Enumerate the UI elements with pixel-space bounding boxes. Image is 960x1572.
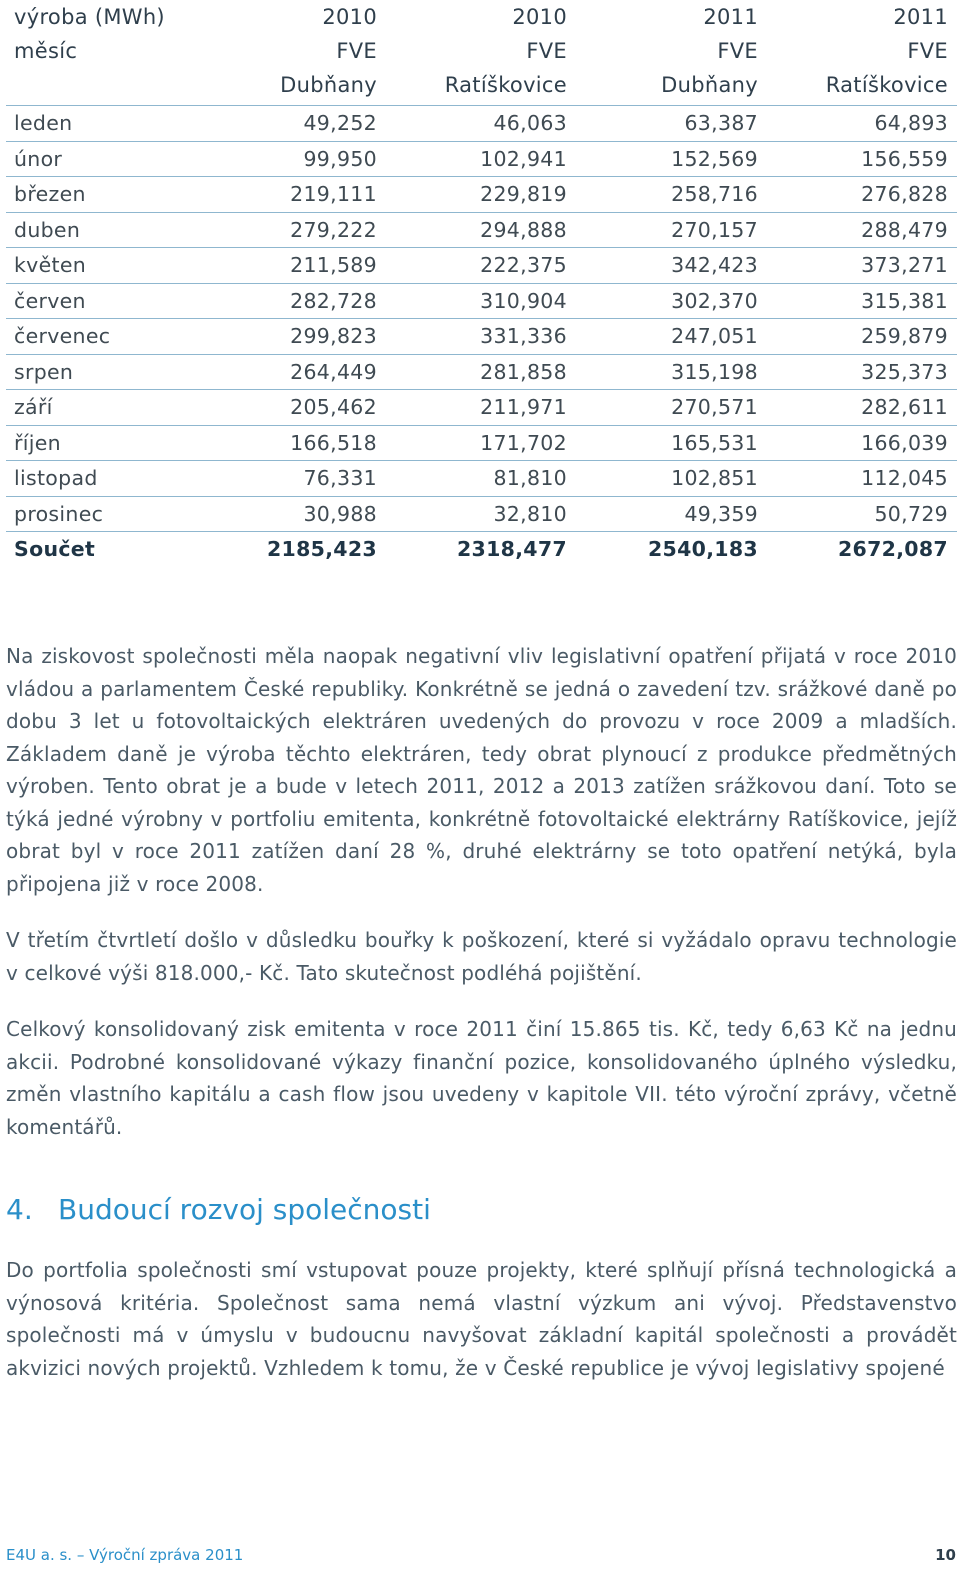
value-cell: 258,716 (671, 182, 758, 206)
value-cell: 46,063 (493, 111, 567, 135)
footer-publication: E4U a. s. – Výroční zpráva 2011 (6, 1546, 244, 1564)
month-cell: duben (14, 217, 81, 242)
value-cell: 81,810 (493, 466, 567, 490)
month-cell: březen (14, 182, 86, 206)
header-plant: Dubňany (661, 73, 758, 97)
value-cell: 270,571 (671, 395, 758, 419)
month-cell: listopad (14, 466, 98, 490)
value-cell: 112,045 (861, 466, 948, 490)
value-cell: 30,988 (303, 501, 377, 526)
value-cell: 152,569 (671, 146, 758, 171)
value-cell: 282,611 (861, 395, 948, 419)
value-cell: 282,728 (290, 288, 377, 313)
paragraph-storm-damage: V třetím čtvrtletí došlo v důsledku bouřky k poškození, které si vyžádalo opravu technologie v celkové výši 818.000,- Kč. Tato skutečnost podléhá pojištění. (6, 928, 957, 985)
header-year: 2010 (512, 5, 567, 29)
month-cell: září (14, 395, 53, 419)
value-cell: 259,879 (861, 324, 948, 348)
value-cell: 279,222 (290, 217, 377, 242)
value-cell: 325,373 (861, 359, 948, 384)
value-cell: 276,828 (861, 182, 948, 206)
paragraph-future-development: Do portfolia společnosti smí vstupovat pouze projekty, které splňují přísná technologická a výnosová kritéria. Společnost sama nemá vlastní výzkum ani vývoj. Představenstvo společnosti má v úmyslu v budoucnu navyšovat základní kapitál společnosti a provádět akvizici nových projektů. Vzhledem k tomu, že v České republice je vývoj legislativy spojené (6, 1258, 957, 1380)
value-cell: 211,971 (480, 395, 567, 419)
month-cell: květen (14, 253, 87, 277)
value-cell: 102,941 (480, 146, 567, 171)
value-cell: 299,823 (290, 324, 377, 348)
paragraph-consolidated-profit: Celkový konsolidovaný zisk emitenta v roce 2011 činí 15.865 tis. Kč, tedy 6,63 Kč na jednu akcii. Podrobné konsolidované výkazy finanční pozice, konsolidovaného úplného výsledku, změn vlastního kapitálu a cash flow jsou uvedeny v kapitole VII. této výroční zprávy, včetně komentářů. (6, 1017, 957, 1139)
header-type: FVE (336, 39, 377, 63)
month-cell: červen (14, 288, 86, 313)
header-type: FVE (907, 39, 948, 63)
header-type: FVE (717, 39, 758, 63)
value-cell: 64,893 (874, 111, 948, 135)
value-cell: 247,051 (671, 324, 758, 348)
total-value: 2540,183 (647, 537, 758, 561)
table-row (6, 177, 957, 213)
table-row (6, 142, 957, 178)
header-plant: Dubňany (280, 73, 377, 97)
header-year: 2011 (893, 5, 948, 29)
month-cell: červenec (14, 324, 111, 348)
value-cell: 99,950 (303, 146, 377, 171)
value-cell: 166,039 (861, 430, 948, 455)
value-cell: 211,589 (290, 253, 377, 277)
section-heading (6, 1190, 431, 1230)
value-cell: 76,331 (303, 466, 377, 490)
value-cell: 102,851 (671, 466, 758, 490)
header-plant: Ratíškovice (444, 73, 567, 97)
value-cell: 229,819 (480, 182, 567, 206)
table-row (6, 390, 957, 426)
header-label-month: měsíc (14, 39, 78, 63)
value-cell: 205,462 (290, 395, 377, 419)
header-type: FVE (526, 39, 567, 63)
table-header-row (6, 0, 957, 106)
header-label-production: výroba (MWh) (14, 5, 165, 29)
total-value: 2672,087 (837, 537, 948, 561)
header-year: 2010 (322, 5, 377, 29)
value-cell: 373,271 (861, 253, 948, 277)
header-col-2010-ratiskovice (445, 0, 567, 102)
table-row (6, 461, 957, 497)
value-cell: 49,252 (303, 111, 377, 135)
value-cell: 219,111 (290, 182, 377, 206)
section-title: Budoucí rozvoj společnosti (58, 1193, 431, 1226)
table-row (6, 426, 957, 462)
table-row (6, 106, 957, 142)
table-total-row (6, 532, 957, 568)
header-plant: Ratíškovice (825, 73, 948, 97)
value-cell: 281,858 (480, 359, 567, 384)
value-cell: 222,375 (480, 253, 567, 277)
value-cell: 156,559 (861, 146, 948, 171)
value-cell: 315,381 (861, 288, 948, 313)
value-cell: 288,479 (861, 217, 948, 242)
value-cell: 166,518 (290, 430, 377, 455)
value-cell: 331,336 (480, 324, 567, 348)
value-cell: 49,359 (684, 501, 758, 526)
month-cell: leden (14, 111, 73, 135)
value-cell: 302,370 (671, 288, 758, 313)
header-col-2010-dubnany (280, 0, 377, 102)
value-cell: 310,904 (480, 288, 567, 313)
table-row (6, 213, 957, 249)
value-cell: 63,387 (684, 111, 758, 135)
table-row (6, 284, 957, 320)
month-cell: říjen (14, 430, 61, 455)
table-row (6, 497, 957, 533)
header-col-2011-ratiskovice (826, 0, 948, 102)
value-cell: 270,157 (671, 217, 758, 242)
table-row (6, 248, 957, 284)
value-cell: 32,810 (493, 501, 567, 526)
month-cell: únor (14, 146, 63, 171)
production-table (6, 0, 957, 568)
paragraph-tax-impact: Na ziskovost společnosti měla naopak negativní vliv legislativní opatření přijatá v roce 2010 vládou a parlamentem České republiky. Konkrétně se jedná o zavedení tzv. srážkové daně po dobu 3 let u fotovoltaických elektráren uvedených do provozu v roce 2009 a mladších. Základem daně je výroba těchto elektráren, tedy obrat plynoucí z produkce předmětných výroben. Tento obrat je a bude v letech 2011, 2012 a 2013 zatížen srážkovou daní. Toto se týká jedné výrobny v portfoliu emitenta, konkrétně fotovoltaické elektrárny Ratíškovice, jejíž obrat byl v roce 2011 zatížen daní 28 %, druhé elektrárny se toto opatření netýká, byla připojena již v roce 2008. (6, 644, 957, 896)
value-cell: 165,531 (671, 430, 758, 455)
total-value: 2318,477 (456, 537, 567, 561)
value-cell: 294,888 (480, 217, 567, 242)
table-row (6, 355, 957, 391)
value-cell: 315,198 (671, 359, 758, 384)
month-cell: srpen (14, 359, 74, 384)
value-cell: 171,702 (480, 430, 567, 455)
month-cell: prosinec (14, 501, 104, 526)
header-label-cell (14, 0, 165, 68)
header-year: 2011 (703, 5, 758, 29)
table-row (6, 319, 957, 355)
section-number: 4. (6, 1193, 33, 1226)
page-number: 10 (935, 1546, 956, 1564)
header-col-2011-dubnany (661, 0, 758, 102)
total-label: Součet (14, 537, 96, 561)
total-value: 2185,423 (266, 537, 377, 561)
value-cell: 50,729 (874, 501, 948, 526)
value-cell: 342,423 (671, 253, 758, 277)
value-cell: 264,449 (290, 359, 377, 384)
